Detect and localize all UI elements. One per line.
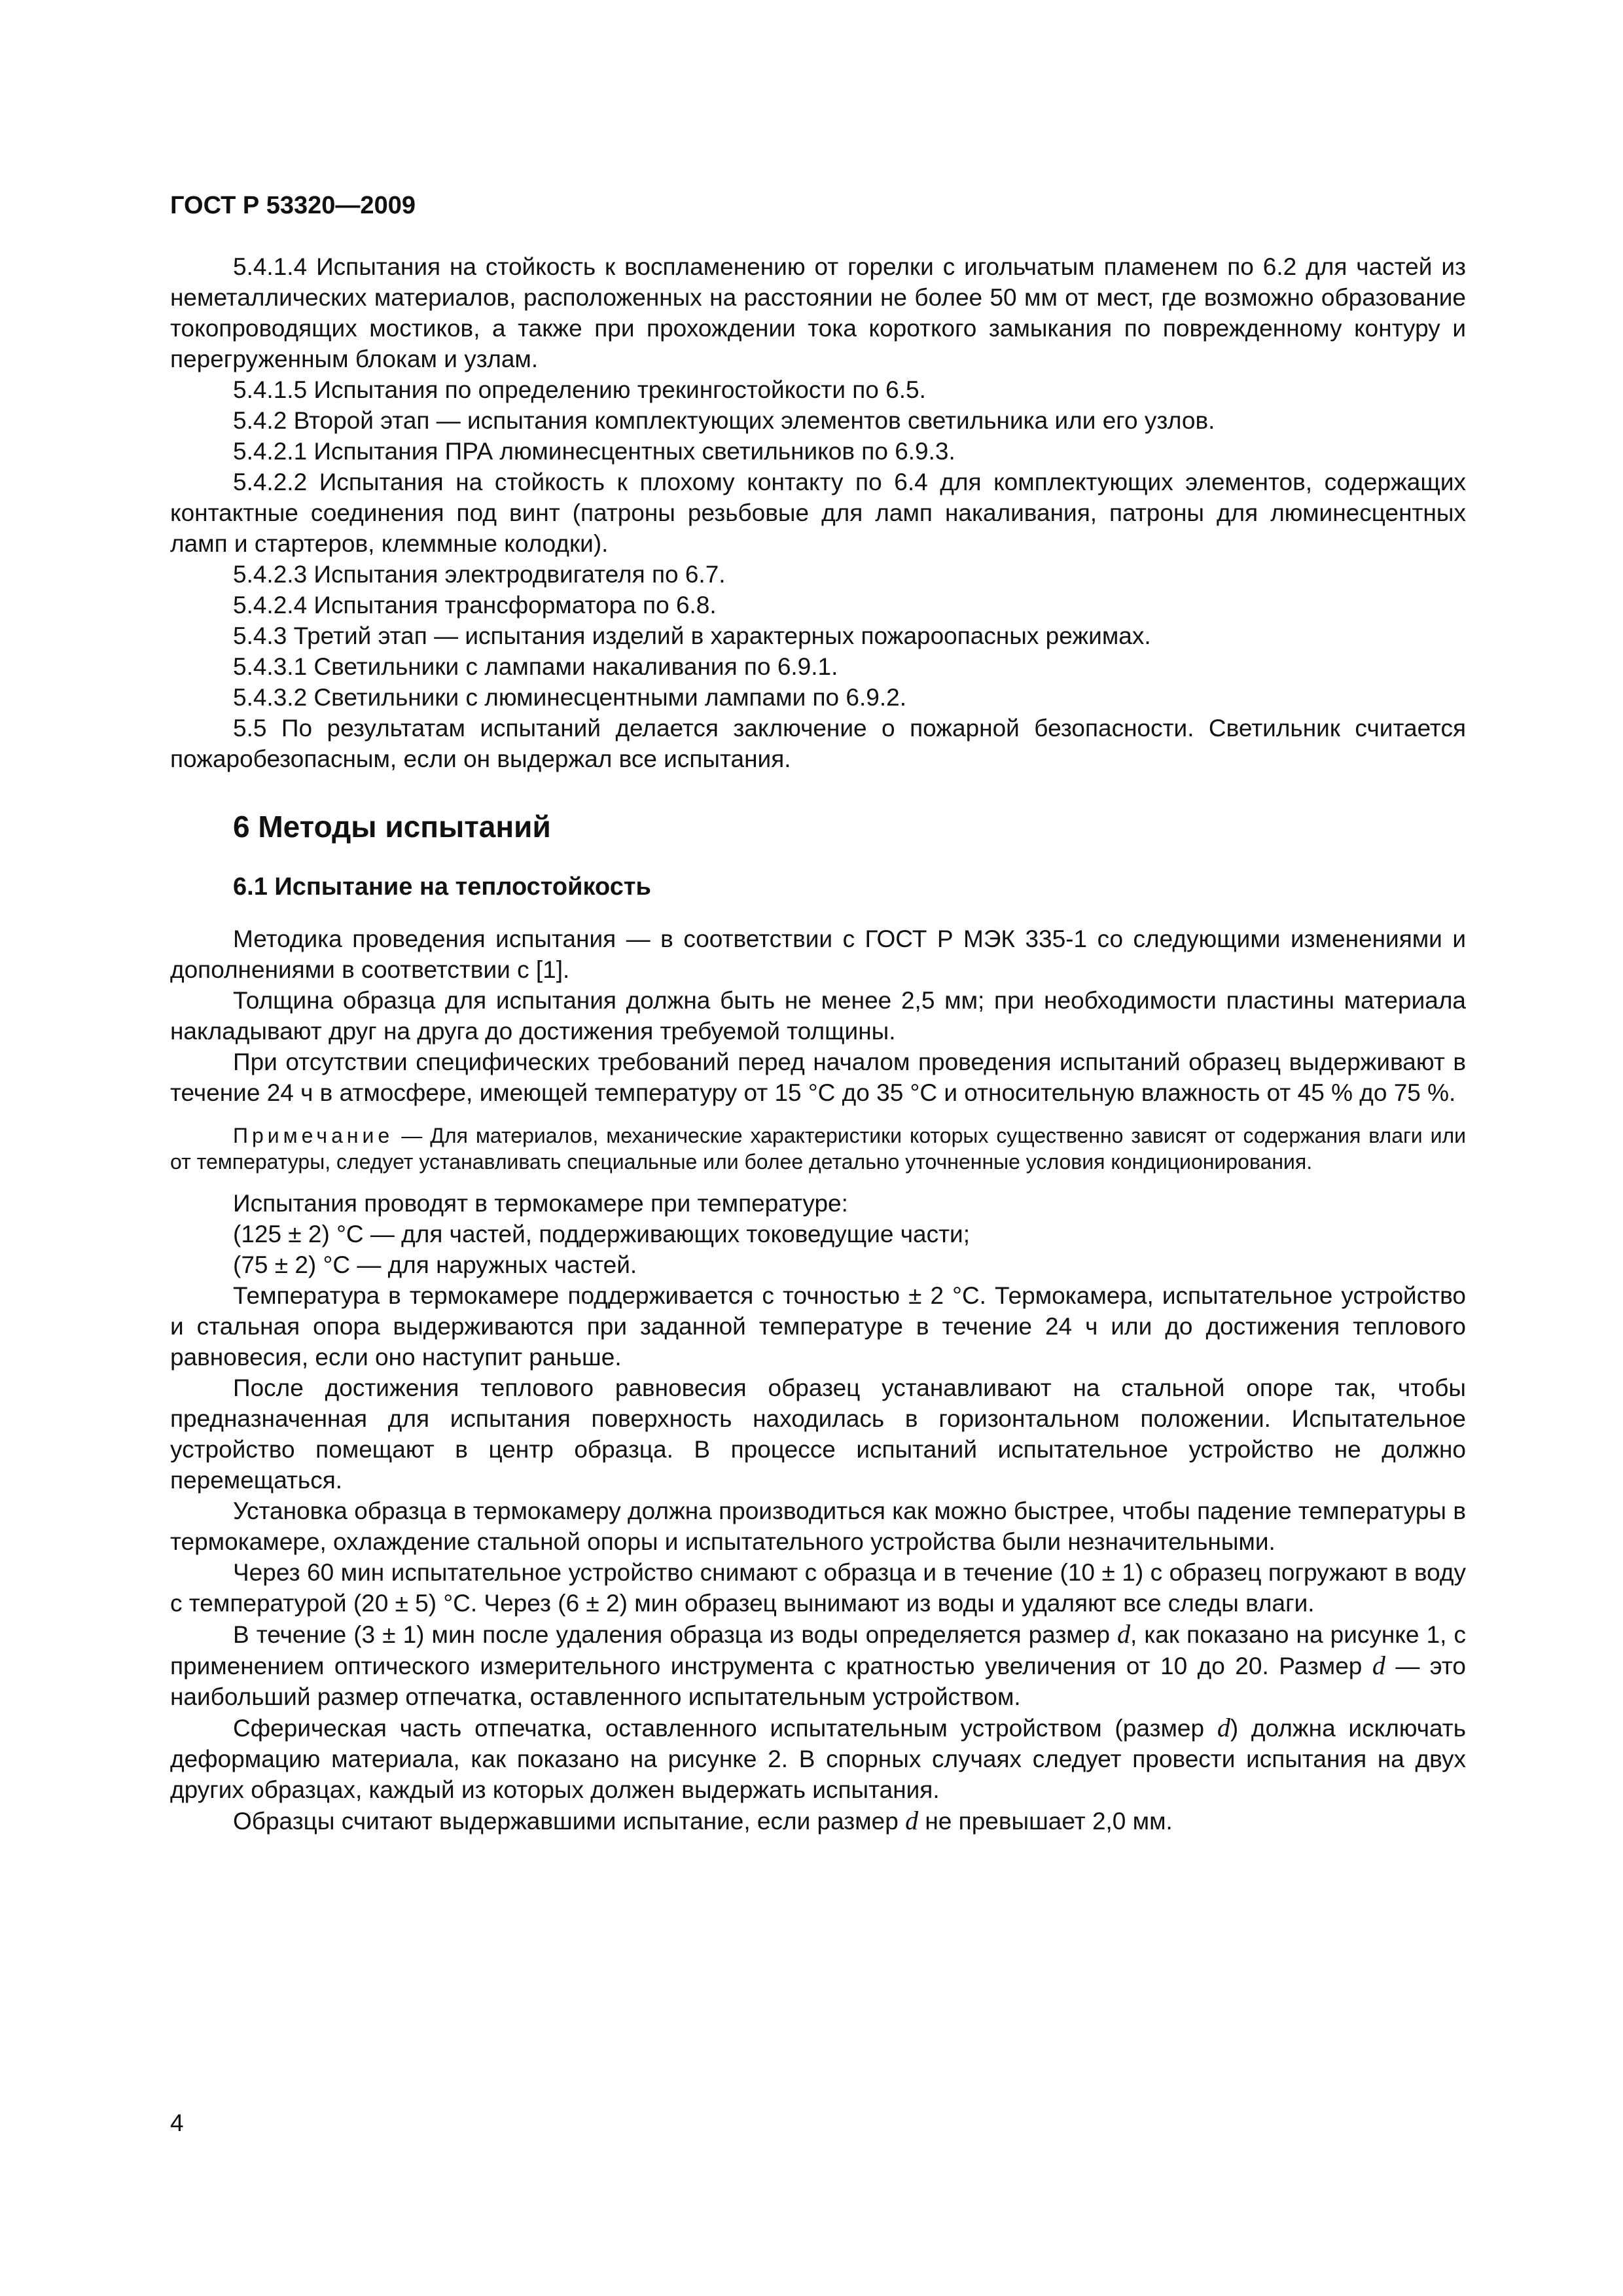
paragraph-cooling: Через 60 мин испытательное устройство снимают с образца и в течение (10 ± 1) с образец погружают в воду с температурой (20 ± 5) °С. Через (6 ± 2) мин образец вынимают из воды и удаляют все следы влаги. (170, 1559, 1466, 1617)
note-label: Примечание (233, 1124, 394, 1147)
note-text: — Для материалов, механические характеристики которых существенно зависят от содержания влаги или от температуры, следует устанавливать специальные или более детально уточненные условия кондиционирования. (170, 1124, 1466, 1174)
page-number: 4 (170, 2109, 184, 2136)
paragraph-thickness: Толщина образца для испытания должна быть не менее 2,5 мм; при необходимости пластины материала накладывают друг на друга до достижения требуемой толщины. (170, 987, 1466, 1045)
paragraph-equilibrium: После достижения теплового равновесия образец устанавливают на стальной опоре так, чтобы предназначенная для испытания поверхность находилась в горизонтальном положении. Испытательное устройство помещают в центр образца. В процессе испытаний испытательное устройство не должно перемещаться. (170, 1374, 1466, 1494)
variable-d: d (1116, 1619, 1130, 1649)
paragraph-thermochamber: Испытания проводят в термокамере при температуре: (233, 1190, 848, 1217)
section-6-heading: 6 Методы испытаний (233, 810, 551, 844)
paragraph-methodology: Методика проведения испытания — в соответствии с ГОСТ Р МЭК 335-1 со следующими изменениями и дополнениями в соответствии с [1]. (170, 925, 1466, 983)
variable-d: d (1372, 1651, 1385, 1680)
paragraph-5-4-2-4: 5.4.2.4 Испытания трансформатора по 6.8. (233, 592, 717, 619)
paragraph-5-4-2-3: 5.4.2.3 Испытания электродвигателя по 6.7. (233, 561, 726, 588)
paragraph-5-4-3-2: 5.4.3.2 Светильники с люминесцентными лампами по 6.9.2. (233, 684, 906, 711)
paragraph-measure-d: В течение (3 ± 1) мин после удаления образца из воды определяется размер d, как показано на рисунке 1, с применением оптического измерительного инструмента с кратностью увеличения от 10 до 20. Размер d — это наибольший размер отпечатка, оставленного испытательным устройством. (170, 1619, 1466, 1710)
paragraph-conditioning: При отсутствии специфических требований перед началом проведения испытаний образец выдерживают в течение 24 ч в атмосфере, имеющей температуру от 15 °С до 35 °С и относительную влажность от 45 % до 75 %. (170, 1049, 1466, 1106)
paragraph-installation: Установка образца в термокамеру должна производиться как можно быстрее, чтобы падение температуры в термокамере, охлаждение стальной опоры и испытательного устройства были незначительными. (170, 1498, 1466, 1555)
variable-d: d (905, 1806, 919, 1835)
temperature-condition-2: (75 ± 2) °С — для наружных частей. (233, 1251, 637, 1278)
variable-d: d (1217, 1713, 1230, 1742)
temperature-condition-1: (125 ± 2) °С — для частей, поддерживающих токоведущие части; (233, 1221, 970, 1247)
paragraph-5-4-3: 5.4.3 Третий этап — испытания изделий в характерных пожароопасных режимах. (233, 622, 1151, 649)
section-6-1-heading: 6.1 Испытание на теплостойкость (233, 873, 651, 901)
paragraph-5-4-2-1: 5.4.2.1 Испытания ПРА люминесцентных светильников по 6.9.3. (233, 438, 955, 465)
paragraph-5-4-2: 5.4.2 Второй этап — испытания комплектующих элементов светильника или его узлов. (233, 407, 1215, 434)
document-page (170, 190, 1466, 1837)
paragraph-temperature-accuracy: Температура в термокамере поддерживается с точностью ± 2 °С. Термокамера, испытательное устройство и стальная опора выдерживаются при заданной температуре в течение 24 ч или до достижения теплового равновесия, если оно наступит раньше. (170, 1282, 1466, 1371)
paragraph-5-4-1-4: 5.4.1.4 Испытания на стойкость к воспламенению от горелки с игольчатым пламенем по 6.2 для частей из неметаллических материалов, расположенных на расстоянии не более 50 мм от мест, где возможно образование токопроводящих мостиков, а также при прохождении тока короткого замыкания по поврежденному контуру и перегруженным блокам и узлам. (170, 253, 1466, 372)
paragraph-5-4-1-5: 5.4.1.5 Испытания по определению трекингостойкости по 6.5. (233, 376, 926, 403)
paragraph-5-4-2-2: 5.4.2.2 Испытания на стойкость к плохому контакту по 6.4 для комплектующих элементов, содержащих контактные соединения под винт (патроны резьбовые для ламп накаливания, патроны для люминесцентных ламп и стартеров, клеммные колодки). (170, 469, 1466, 557)
paragraph-5-5: 5.5 По результатам испытаний делается заключение о пожарной безопасности. Светильник считается пожаробезопасным, если он выдержал все испытания. (170, 715, 1466, 772)
paragraph-pass-criteria: Образцы считают выдержавшими испытание, если размер d не превышает 2,0 мм. (233, 1806, 1173, 1835)
paragraph-5-4-3-1: 5.4.3.1 Светильники с лампами накаливания по 6.9.1. (233, 653, 838, 680)
document-header: ГОСТ Р 53320—2009 (170, 192, 416, 219)
note-block (170, 1122, 1466, 1175)
paragraph-spherical-part: Сферическая часть отпечатка, оставленного испытательным устройством (размер d) должна исключать деформацию материала, как показано на рисунке 2. В спорных случаях следует провести испытания на двух других образцах, каждый из которых должен выдержать испытания. (170, 1713, 1466, 1803)
